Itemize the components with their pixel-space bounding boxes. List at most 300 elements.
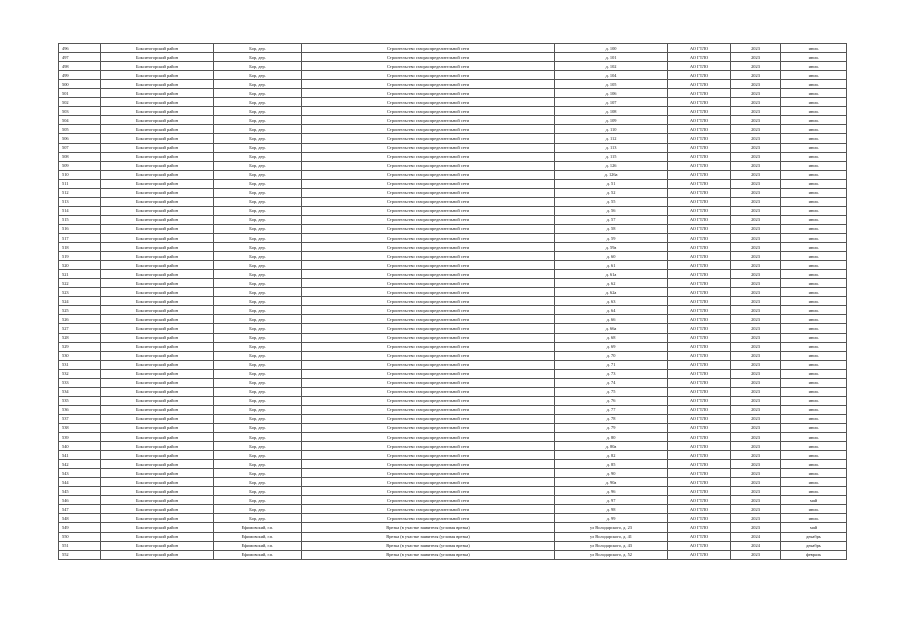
row-number-cell: 530: [59, 351, 101, 360]
month-cell: май: [781, 496, 847, 505]
organization-cell: АО ГТЛО: [668, 243, 731, 252]
work-type-cell: Строительство газораспределительной сети: [302, 315, 555, 324]
month-cell: июль: [781, 460, 847, 469]
year-cell: 2023: [731, 152, 781, 161]
row-number-cell: 497: [59, 53, 101, 62]
settlement-cell: Бор, дер.: [214, 62, 302, 71]
settlement-cell: Ефимовский, г.п.: [214, 541, 302, 550]
district-cell: Бокситогорский район: [101, 233, 214, 242]
district-cell: Бокситогорский район: [101, 460, 214, 469]
address-cell: д. 126: [555, 161, 668, 170]
district-cell: Бокситогорский район: [101, 532, 214, 541]
year-cell: 2023: [731, 396, 781, 405]
work-type-cell: Строительство газораспределительной сети: [302, 505, 555, 514]
table-row: [59, 170, 847, 179]
district-cell: Бокситогорский район: [101, 378, 214, 387]
table-row: [59, 478, 847, 487]
year-cell: 2023: [731, 125, 781, 134]
address-cell: д. 104: [555, 71, 668, 80]
row-number-cell: 512: [59, 188, 101, 197]
work-type-cell: Строительство газораспределительной сети: [302, 125, 555, 134]
table-row: [59, 134, 847, 143]
settlement-cell: Бор, дер.: [214, 161, 302, 170]
work-type-cell: Строительство газораспределительной сети: [302, 460, 555, 469]
district-cell: Бокситогорский район: [101, 288, 214, 297]
organization-cell: АО ГТЛО: [668, 541, 731, 550]
settlement-cell: Бор, дер.: [214, 270, 302, 279]
settlement-cell: Бор, дер.: [214, 89, 302, 98]
address-cell: д. 76: [555, 396, 668, 405]
address-cell: д. 60: [555, 252, 668, 261]
year-cell: 2023: [731, 324, 781, 333]
month-cell: июль: [781, 369, 847, 378]
address-cell: д. 115: [555, 152, 668, 161]
year-cell: 2023: [731, 80, 781, 89]
row-number-cell: 542: [59, 460, 101, 469]
organization-cell: АО ГТЛО: [668, 442, 731, 451]
row-number-cell: 528: [59, 333, 101, 342]
month-cell: июль: [781, 197, 847, 206]
month-cell: июль: [781, 98, 847, 107]
table-row: [59, 215, 847, 224]
district-cell: Бокситогорский район: [101, 243, 214, 252]
organization-cell: АО ГТЛО: [668, 71, 731, 80]
organization-cell: АО ГТЛО: [668, 496, 731, 505]
year-cell: 2023: [731, 378, 781, 387]
address-cell: д. 80: [555, 433, 668, 442]
address-cell: д. 70: [555, 351, 668, 360]
settlement-cell: Бор, дер.: [214, 224, 302, 233]
table-row: [59, 116, 847, 125]
table-row: [59, 451, 847, 460]
row-number-cell: 520: [59, 261, 101, 270]
settlement-cell: Бор, дер.: [214, 315, 302, 324]
table-row: [59, 550, 847, 559]
row-number-cell: 524: [59, 297, 101, 306]
year-cell: 2023: [731, 442, 781, 451]
district-cell: Бокситогорский район: [101, 179, 214, 188]
year-cell: 2023: [731, 270, 781, 279]
organization-cell: АО ГТЛО: [668, 261, 731, 270]
district-cell: Бокситогорский район: [101, 514, 214, 523]
month-cell: июль: [781, 143, 847, 152]
district-cell: Бокситогорский район: [101, 324, 214, 333]
row-number-cell: 516: [59, 224, 101, 233]
table-row: [59, 306, 847, 315]
district-cell: Бокситогорский район: [101, 152, 214, 161]
month-cell: декабрь: [781, 532, 847, 541]
work-type-cell: Строительство газораспределительной сети: [302, 496, 555, 505]
table-row: [59, 423, 847, 432]
organization-cell: АО ГТЛО: [668, 80, 731, 89]
district-cell: Бокситогорский район: [101, 523, 214, 532]
year-cell: 2023: [731, 98, 781, 107]
district-cell: Бокситогорский район: [101, 442, 214, 451]
district-cell: Бокситогорский район: [101, 125, 214, 134]
organization-cell: АО ГТЛО: [668, 215, 731, 224]
month-cell: июль: [781, 179, 847, 188]
work-type-cell: Строительство газораспределительной сети: [302, 116, 555, 125]
work-type-cell: Строительство газораспределительной сети: [302, 297, 555, 306]
year-cell: 2023: [731, 71, 781, 80]
year-cell: 2023: [731, 550, 781, 559]
settlement-cell: Бор, дер.: [214, 451, 302, 460]
district-cell: Бокситогорский район: [101, 143, 214, 152]
address-cell: ул Володарского, д. 41: [555, 532, 668, 541]
year-cell: 2023: [731, 279, 781, 288]
year-cell: 2023: [731, 179, 781, 188]
work-type-cell: Строительство газораспределительной сети: [302, 252, 555, 261]
month-cell: июль: [781, 414, 847, 423]
month-cell: июль: [781, 315, 847, 324]
address-cell: д. 108: [555, 107, 668, 116]
organization-cell: АО ГТЛО: [668, 532, 731, 541]
district-cell: Бокситогорский район: [101, 505, 214, 514]
address-cell: д. 98: [555, 505, 668, 514]
organization-cell: АО ГТЛО: [668, 125, 731, 134]
address-cell: д. 126а: [555, 170, 668, 179]
district-cell: Бокситогорский район: [101, 451, 214, 460]
organization-cell: АО ГТЛО: [668, 179, 731, 188]
year-cell: 2023: [731, 523, 781, 532]
month-cell: июль: [781, 387, 847, 396]
work-type-cell: Строительство газораспределительной сети: [302, 487, 555, 496]
work-type-cell: Строительство газораспределительной сети: [302, 243, 555, 252]
month-cell: июль: [781, 116, 847, 125]
month-cell: июль: [781, 342, 847, 351]
work-type-cell: Строительство газораспределительной сети: [302, 514, 555, 523]
year-cell: 2023: [731, 243, 781, 252]
month-cell: июль: [781, 134, 847, 143]
address-cell: д. 62а: [555, 288, 668, 297]
row-number-cell: 514: [59, 206, 101, 215]
work-type-cell: Строительство газораспределительной сети: [302, 423, 555, 432]
row-number-cell: 545: [59, 487, 101, 496]
settlement-cell: Бор, дер.: [214, 179, 302, 188]
work-type-cell: Врезка (в участке заявителя (угловая врезка): [302, 541, 555, 550]
settlement-cell: Бор, дер.: [214, 233, 302, 242]
address-cell: ул Володарского, д. 52: [555, 550, 668, 559]
table-row: [59, 233, 847, 242]
row-number-cell: 519: [59, 252, 101, 261]
settlement-cell: Бор, дер.: [214, 333, 302, 342]
work-type-cell: Строительство газораспределительной сети: [302, 53, 555, 62]
district-cell: Бокситогорский район: [101, 315, 214, 324]
row-number-cell: 515: [59, 215, 101, 224]
address-cell: д. 73: [555, 369, 668, 378]
settlement-cell: Бор, дер.: [214, 387, 302, 396]
row-number-cell: 522: [59, 279, 101, 288]
year-cell: 2023: [731, 161, 781, 170]
table-row: [59, 505, 847, 514]
settlement-cell: Ефимовский, г.п.: [214, 523, 302, 532]
district-cell: Бокситогорский район: [101, 469, 214, 478]
address-cell: д. 59: [555, 233, 668, 242]
address-cell: д. 75: [555, 387, 668, 396]
table-row: [59, 315, 847, 324]
month-cell: июль: [781, 224, 847, 233]
address-cell: д. 79: [555, 423, 668, 432]
work-type-cell: Строительство газораспределительной сети: [302, 279, 555, 288]
work-type-cell: Строительство газораспределительной сети: [302, 107, 555, 116]
address-cell: д. 77: [555, 405, 668, 414]
row-number-cell: 547: [59, 505, 101, 514]
work-type-cell: Строительство газораспределительной сети: [302, 80, 555, 89]
organization-cell: АО ГТЛО: [668, 324, 731, 333]
year-cell: 2023: [731, 369, 781, 378]
table-row: [59, 433, 847, 442]
work-type-cell: Врезка (в участке заявителя (угловая врезка): [302, 532, 555, 541]
organization-cell: АО ГТЛО: [668, 351, 731, 360]
settlement-cell: Бор, дер.: [214, 44, 302, 53]
row-number-cell: 537: [59, 414, 101, 423]
month-cell: июль: [781, 279, 847, 288]
month-cell: июль: [781, 152, 847, 161]
district-cell: Бокситогорский район: [101, 306, 214, 315]
table-row: [59, 288, 847, 297]
row-number-cell: 533: [59, 378, 101, 387]
month-cell: июль: [781, 44, 847, 53]
row-number-cell: 501: [59, 89, 101, 98]
work-type-cell: Строительство газораспределительной сети: [302, 152, 555, 161]
address-cell: д. 71: [555, 360, 668, 369]
organization-cell: АО ГТЛО: [668, 288, 731, 297]
work-type-cell: Строительство газораспределительной сети: [302, 433, 555, 442]
row-number-cell: 505: [59, 125, 101, 134]
settlement-cell: Бор, дер.: [214, 107, 302, 116]
row-number-cell: 531: [59, 360, 101, 369]
organization-cell: АО ГТЛО: [668, 53, 731, 62]
organization-cell: АО ГТЛО: [668, 152, 731, 161]
table-row: [59, 469, 847, 478]
table-row: [59, 396, 847, 405]
year-cell: 2023: [731, 206, 781, 215]
organization-cell: АО ГТЛО: [668, 396, 731, 405]
district-cell: Бокситогорский район: [101, 215, 214, 224]
month-cell: июль: [781, 62, 847, 71]
row-number-cell: 504: [59, 116, 101, 125]
settlement-cell: Бор, дер.: [214, 279, 302, 288]
district-cell: Бокситогорский район: [101, 197, 214, 206]
district-cell: Бокситогорский район: [101, 496, 214, 505]
row-number-cell: 507: [59, 143, 101, 152]
objects-table: [58, 43, 847, 560]
address-cell: д. 100: [555, 44, 668, 53]
address-cell: д. 59а: [555, 243, 668, 252]
district-cell: Бокситогорский район: [101, 116, 214, 125]
settlement-cell: Бор, дер.: [214, 396, 302, 405]
settlement-cell: Бор, дер.: [214, 197, 302, 206]
month-cell: июль: [781, 161, 847, 170]
settlement-cell: Бор, дер.: [214, 71, 302, 80]
year-cell: 2023: [731, 188, 781, 197]
month-cell: июль: [781, 469, 847, 478]
organization-cell: АО ГТЛО: [668, 315, 731, 324]
work-type-cell: Врезка (в участке заявителя (угловая врезка): [302, 550, 555, 559]
organization-cell: АО ГТЛО: [668, 342, 731, 351]
year-cell: 2023: [731, 53, 781, 62]
year-cell: 2023: [731, 261, 781, 270]
year-cell: 2023: [731, 62, 781, 71]
row-number-cell: 544: [59, 478, 101, 487]
table-row: [59, 324, 847, 333]
work-type-cell: Строительство газораспределительной сети: [302, 342, 555, 351]
table-row: [59, 541, 847, 550]
address-cell: ул Володарского, д. 43: [555, 541, 668, 550]
table-row: [59, 387, 847, 396]
table-row: [59, 152, 847, 161]
district-cell: Бокситогорский район: [101, 405, 214, 414]
address-cell: д. 101: [555, 53, 668, 62]
work-type-cell: Строительство газораспределительной сети: [302, 478, 555, 487]
month-cell: июль: [781, 451, 847, 460]
month-cell: июль: [781, 270, 847, 279]
year-cell: 2023: [731, 197, 781, 206]
organization-cell: АО ГТЛО: [668, 197, 731, 206]
month-cell: июль: [781, 514, 847, 523]
work-type-cell: Строительство газораспределительной сети: [302, 414, 555, 423]
settlement-cell: Бор, дер.: [214, 53, 302, 62]
settlement-cell: Бор, дер.: [214, 414, 302, 423]
month-cell: июль: [781, 53, 847, 62]
address-cell: д. 68: [555, 333, 668, 342]
address-cell: д. 69: [555, 342, 668, 351]
settlement-cell: Бор, дер.: [214, 433, 302, 442]
month-cell: июль: [781, 324, 847, 333]
district-cell: Бокситогорский район: [101, 252, 214, 261]
address-cell: д. 90а: [555, 478, 668, 487]
month-cell: июль: [781, 423, 847, 432]
row-number-cell: 513: [59, 197, 101, 206]
table-row: [59, 532, 847, 541]
year-cell: 2023: [731, 170, 781, 179]
table-row: [59, 188, 847, 197]
settlement-cell: Бор, дер.: [214, 206, 302, 215]
month-cell: июль: [781, 306, 847, 315]
address-cell: д. 85: [555, 460, 668, 469]
settlement-cell: Бор, дер.: [214, 243, 302, 252]
organization-cell: АО ГТЛО: [668, 224, 731, 233]
row-number-cell: 548: [59, 514, 101, 523]
work-type-cell: Строительство газораспределительной сети: [302, 442, 555, 451]
organization-cell: АО ГТЛО: [668, 369, 731, 378]
settlement-cell: Бор, дер.: [214, 342, 302, 351]
settlement-cell: Бор, дер.: [214, 514, 302, 523]
month-cell: июль: [781, 188, 847, 197]
row-number-cell: 552: [59, 550, 101, 559]
settlement-cell: Бор, дер.: [214, 252, 302, 261]
table-row: [59, 71, 847, 80]
work-type-cell: Строительство газораспределительной сети: [302, 270, 555, 279]
organization-cell: АО ГТЛО: [668, 170, 731, 179]
organization-cell: АО ГТЛО: [668, 514, 731, 523]
month-cell: июль: [781, 297, 847, 306]
district-cell: Бокситогорский район: [101, 360, 214, 369]
organization-cell: АО ГТЛО: [668, 252, 731, 261]
year-cell: 2023: [731, 306, 781, 315]
work-type-cell: Строительство газораспределительной сети: [302, 134, 555, 143]
organization-cell: АО ГТЛО: [668, 270, 731, 279]
organization-cell: АО ГТЛО: [668, 487, 731, 496]
table-row: [59, 261, 847, 270]
work-type-cell: Строительство газораспределительной сети: [302, 170, 555, 179]
table-row: [59, 243, 847, 252]
address-cell: д. 52: [555, 188, 668, 197]
organization-cell: АО ГТЛО: [668, 206, 731, 215]
settlement-cell: Бор, дер.: [214, 152, 302, 161]
settlement-cell: Ефимовский, г.п.: [214, 550, 302, 559]
year-cell: 2023: [731, 405, 781, 414]
year-cell: 2023: [731, 252, 781, 261]
month-cell: июль: [781, 360, 847, 369]
district-cell: Бокситогорский район: [101, 134, 214, 143]
address-cell: д. 66: [555, 315, 668, 324]
address-cell: д. 96: [555, 487, 668, 496]
table-row: [59, 279, 847, 288]
organization-cell: АО ГТЛО: [668, 378, 731, 387]
work-type-cell: Строительство газораспределительной сети: [302, 98, 555, 107]
month-cell: июль: [781, 405, 847, 414]
district-cell: Бокситогорский район: [101, 333, 214, 342]
organization-cell: АО ГТЛО: [668, 161, 731, 170]
row-number-cell: 523: [59, 288, 101, 297]
year-cell: 2023: [731, 315, 781, 324]
organization-cell: АО ГТЛО: [668, 233, 731, 242]
work-type-cell: Строительство газораспределительной сети: [302, 44, 555, 53]
table-body: [59, 44, 847, 560]
row-number-cell: 538: [59, 423, 101, 432]
month-cell: июль: [781, 505, 847, 514]
row-number-cell: 503: [59, 107, 101, 116]
row-number-cell: 525: [59, 306, 101, 315]
work-type-cell: Строительство газораспределительной сети: [302, 369, 555, 378]
work-type-cell: Строительство газораспределительной сети: [302, 197, 555, 206]
row-number-cell: 529: [59, 342, 101, 351]
work-type-cell: Строительство газораспределительной сети: [302, 306, 555, 315]
district-cell: Бокситогорский район: [101, 351, 214, 360]
table-row: [59, 179, 847, 188]
organization-cell: АО ГТЛО: [668, 297, 731, 306]
work-type-cell: Строительство газораспределительной сети: [302, 288, 555, 297]
district-cell: Бокситогорский район: [101, 161, 214, 170]
row-number-cell: 510: [59, 170, 101, 179]
address-cell: д. 113: [555, 143, 668, 152]
month-cell: июль: [781, 333, 847, 342]
year-cell: 2024: [731, 541, 781, 550]
organization-cell: АО ГТЛО: [668, 107, 731, 116]
year-cell: 2023: [731, 342, 781, 351]
month-cell: июль: [781, 243, 847, 252]
organization-cell: АО ГТЛО: [668, 360, 731, 369]
row-number-cell: 502: [59, 98, 101, 107]
address-cell: д. 105: [555, 80, 668, 89]
month-cell: июль: [781, 80, 847, 89]
table-row: [59, 89, 847, 98]
work-type-cell: Строительство газораспределительной сети: [302, 161, 555, 170]
organization-cell: АО ГТЛО: [668, 188, 731, 197]
work-type-cell: Строительство газораспределительной сети: [302, 396, 555, 405]
district-cell: Бокситогорский район: [101, 62, 214, 71]
table-row: [59, 143, 847, 152]
row-number-cell: 549: [59, 523, 101, 532]
address-cell: д. 99: [555, 514, 668, 523]
organization-cell: АО ГТЛО: [668, 460, 731, 469]
table-row: [59, 523, 847, 532]
month-cell: июль: [781, 233, 847, 242]
settlement-cell: Бор, дер.: [214, 261, 302, 270]
table-row: [59, 62, 847, 71]
year-cell: 2023: [731, 89, 781, 98]
